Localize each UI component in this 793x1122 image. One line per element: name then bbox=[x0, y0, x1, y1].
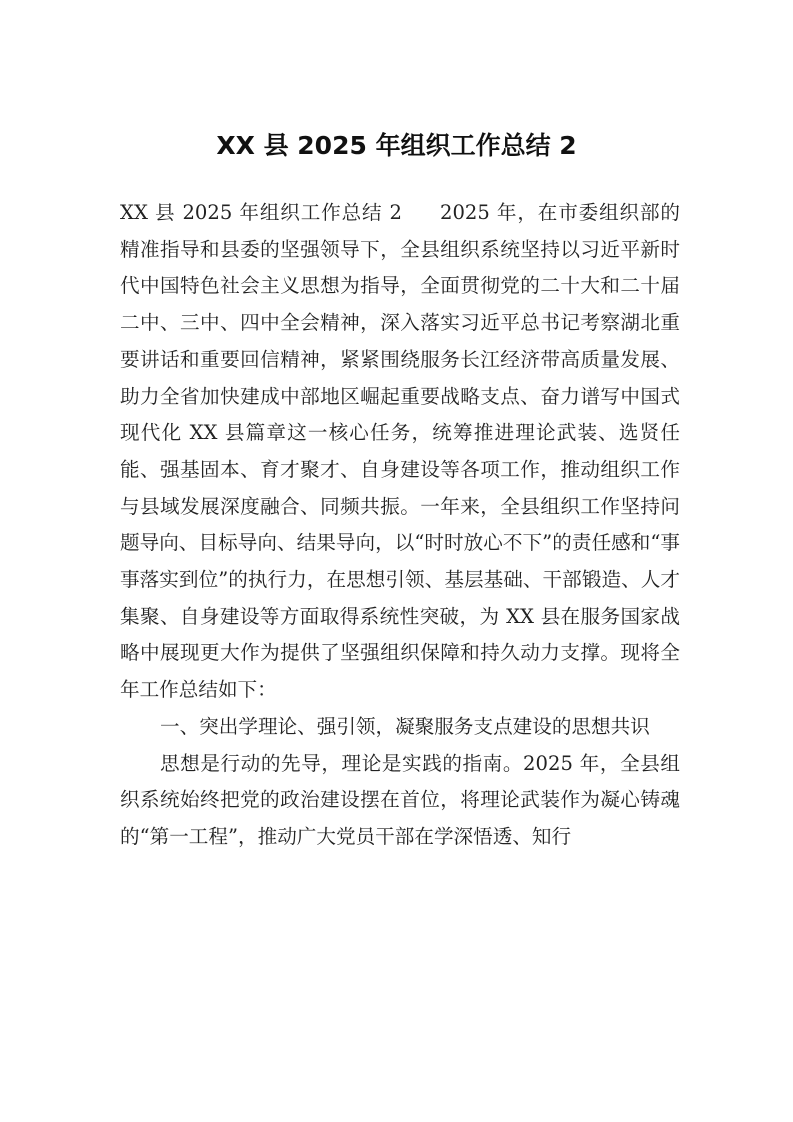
section-heading: 一、突出学理论、强引领，凝聚服务支点建设的思想共识 bbox=[160, 714, 650, 738]
intro-label: XX 县 2025 年组织工作总结 2 bbox=[120, 201, 402, 224]
section-paragraph: 思想是行动的先导，理论是实践的指南。2025 年，全县组织系统始终把党的政治建设摆在首位，将理论武装作为凝心铸魂的“第一工程”，推动广大党员干部在学深悟透、知行 bbox=[120, 751, 680, 848]
intro-paragraph bbox=[120, 195, 680, 709]
document-title: XX 县 2025 年组织工作总结 2 bbox=[216, 131, 577, 160]
intro-text: 2025 年，在市委组织部的精准指导和县委的坚强领导下，全县组织系统坚持以习近平新时代中国特色社会主义思想为指导，全面贯彻党的二十大和二十届二中、三中、四中全会精神，深入落实习近平总书记考察湖北重要讲话和重要回信精神，紧紧围绕服务长江经济带高质量发展、助力全省加快建成中部地区崛起重要战略支点、奋力谱写中国式现代化 XX 县篇章这一核心任务，统筹推进理论武装、选贤任能、强基固本、育才聚才、自身建设等各项工作，推动组织工作与县域发展深度融合、同频共振。一年来，全县组织工作坚持问题导向、目标导向、结果导向，以“时时放心不下”的责任感和“事事落实到位”的执行力，在思想引领、基层基础、干部锻造、人才集聚、自身建设等方面取得系统性突破，为 XX 县在服务国家战略中展现更大作为提供了坚强组织保障和持久动力支撑。现将全年工作总结如下： bbox=[120, 201, 680, 702]
document-body bbox=[120, 195, 680, 856]
